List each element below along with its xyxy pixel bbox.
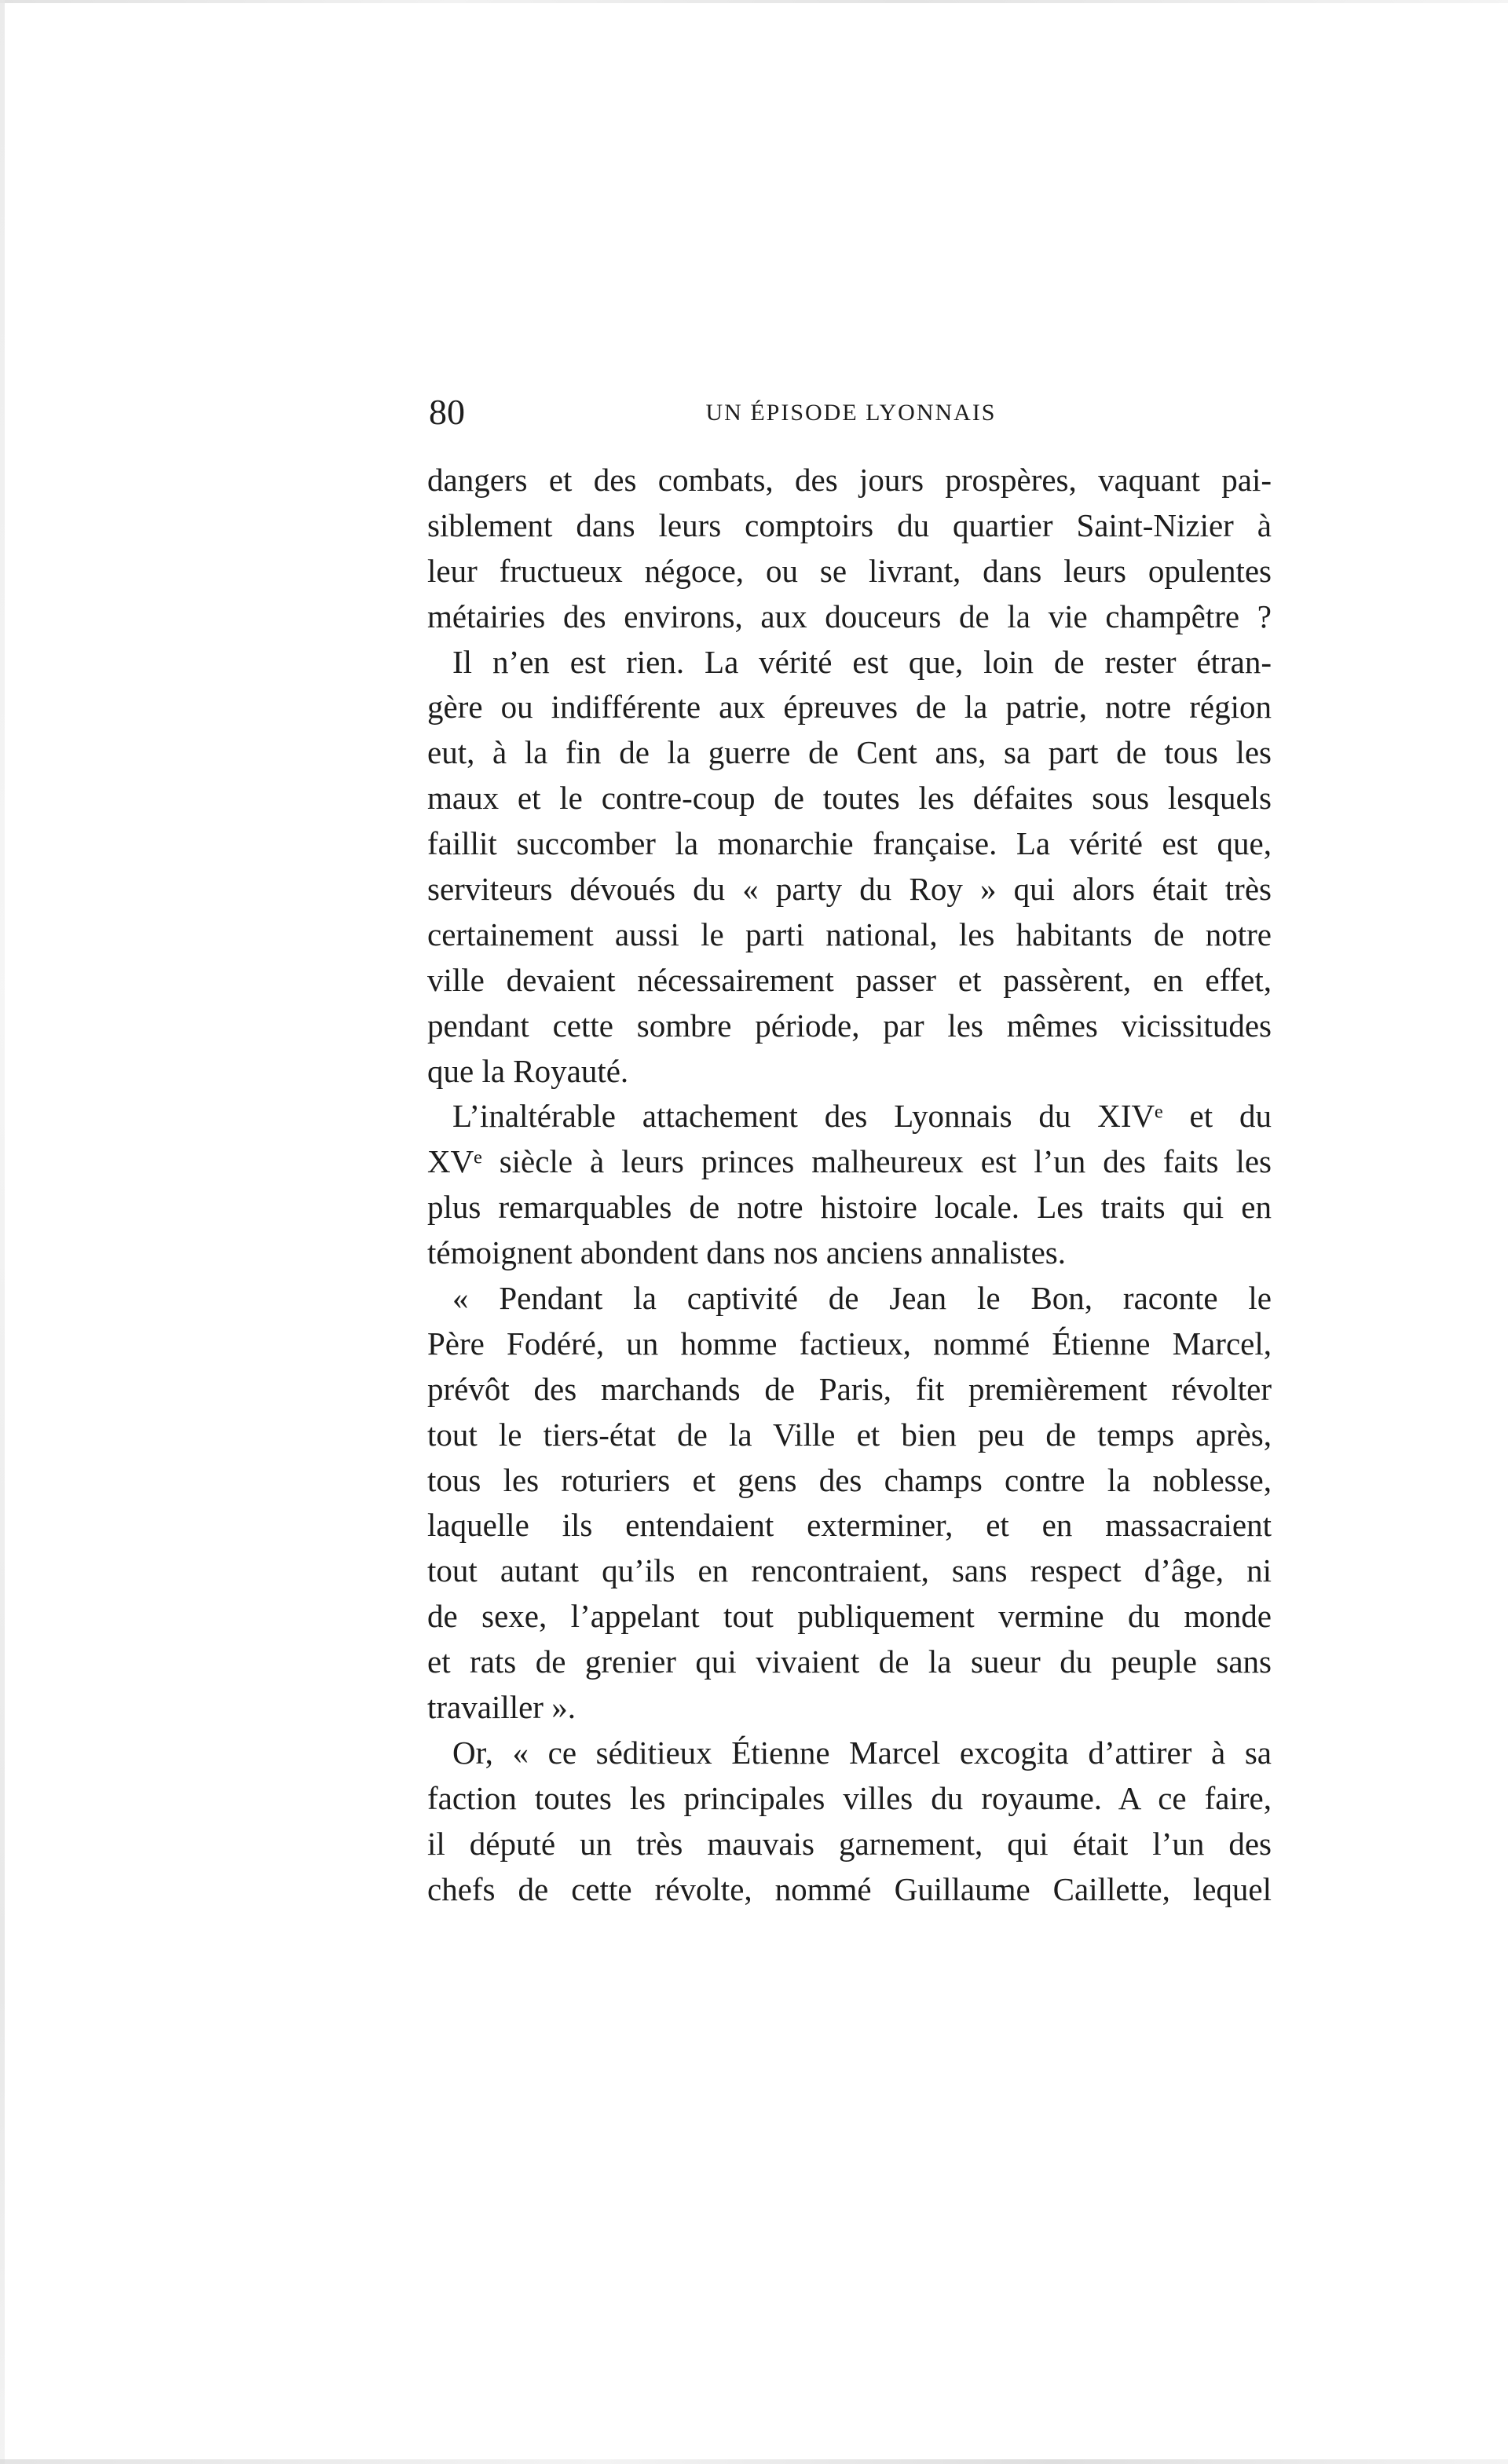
page-header xyxy=(429,385,1273,440)
scan-left-edge xyxy=(0,0,5,2464)
text-line: tous les roturiers et gens des champs contre la noblesse, xyxy=(427,1461,1272,1498)
running-title: UN ÉPISODE LYONNAIS xyxy=(705,400,997,426)
text-line: serviteurs dévoués du « party du Roy » qui alors était très xyxy=(427,871,1272,908)
scan-top-edge xyxy=(0,0,1508,3)
text-line: plus remarquables de notre histoire locale. Les traits qui en xyxy=(427,1189,1272,1226)
text-line: eut, à la fin de la guerre de Cent ans, sa part de tous les xyxy=(427,734,1272,771)
text-line: prévôt des marchands de Paris, fit premièrement révolter xyxy=(427,1370,1272,1407)
text-line: certainement aussi le parti national, les habitants de notre xyxy=(427,916,1272,952)
body-text xyxy=(427,458,1272,1913)
text-line: « Pendant la captivité de Jean le Bon, raconte le xyxy=(452,1280,1272,1317)
text-line: dangers et des combats, des jours prospères, vaquant pai- xyxy=(427,462,1272,498)
text-line: métairies des environs, aux douceurs de la vie champêtre ? xyxy=(427,598,1272,634)
text-line: il député un très mauvais garnement, qui était l’un des xyxy=(427,1825,1272,1862)
text-line: témoignent abondent dans nos anciens annalistes. xyxy=(427,1234,1066,1271)
text-line: pendant cette sombre période, par les mêmes vicissitudes xyxy=(427,1007,1272,1044)
text-line: ville devaient nécessairement passer et passèrent, en effet, xyxy=(427,961,1272,998)
page-number: 80 xyxy=(429,392,465,432)
text-line: laquelle ils entendaient exterminer, et en massacraient xyxy=(427,1507,1272,1544)
text-line: faction toutes les principales villes du royaume. A ce faire, xyxy=(427,1779,1272,1816)
text-line: XVᵉ siècle à leurs princes malheureux est l’un des faits les xyxy=(427,1143,1272,1180)
text-line: siblement dans leurs comptoirs du quartier Saint-Nizier à xyxy=(427,506,1272,543)
text-line: tout le tiers-état de la Ville et bien peu de temps après, xyxy=(427,1416,1272,1453)
text-line: et rats de grenier qui vivaient de la sueur du peuple sans xyxy=(427,1643,1272,1680)
scan-bottom-edge xyxy=(0,2459,1508,2464)
text-line: chefs de cette révolte, nommé Guillaume Caillette, lequel xyxy=(427,1870,1272,1907)
text-line: maux et le contre-coup de toutes les défaites sous lesquels xyxy=(427,780,1272,817)
text-line: Il n’en est rien. La vérité est que, loin de rester étran- xyxy=(452,643,1272,680)
text-line: que la Royauté. xyxy=(427,1052,629,1089)
text-line: de sexe, l’appelant tout publiquement vermine du monde xyxy=(427,1598,1272,1635)
text-line: Or, « ce séditieux Étienne Marcel excogita d’attirer à sa xyxy=(452,1734,1272,1771)
text-line: tout autant qu’ils en rencontraient, sans respect d’âge, ni xyxy=(427,1552,1272,1589)
text-line: gère ou indifférente aux épreuves de la patrie, notre région xyxy=(427,689,1272,726)
text-line: Père Fodéré, un homme factieux, nommé Étienne Marcel, xyxy=(427,1325,1272,1362)
text-line: leur fructueux négoce, ou se livrant, dans leurs opulentes xyxy=(427,552,1272,589)
text-line: travailler ». xyxy=(427,1689,576,1726)
text-line: L’inaltérable attachement des Lyonnais du XIVᵉ et du xyxy=(452,1098,1272,1135)
text-line: faillit succomber la monarchie française. La vérité est que, xyxy=(427,825,1272,862)
